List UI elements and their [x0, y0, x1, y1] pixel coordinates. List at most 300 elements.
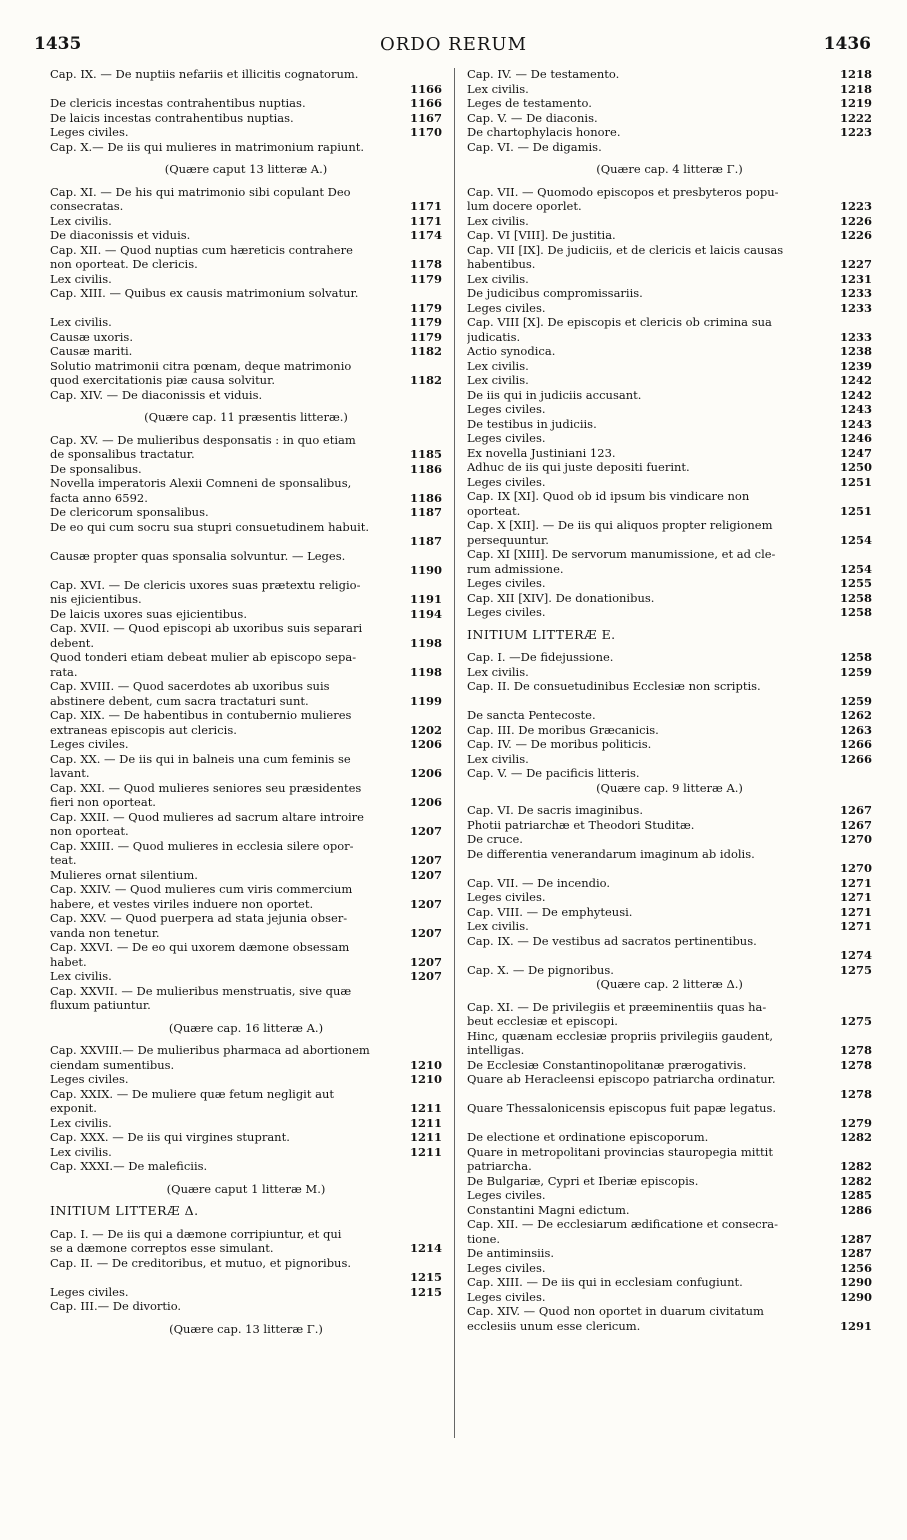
entry-text: De diaconissis et viduis.	[50, 228, 191, 242]
spacer	[467, 795, 872, 803]
cross-reference	[50, 162, 442, 177]
index-entry	[50, 433, 442, 448]
index-entry	[50, 1101, 442, 1116]
column-number: 1285	[839, 1188, 872, 1202]
index-entry	[467, 1174, 872, 1189]
index-entry	[467, 708, 872, 723]
index-entry	[50, 344, 442, 359]
column-number: 1233	[839, 286, 872, 300]
column-number: 1190	[409, 563, 442, 577]
index-entry	[50, 926, 442, 941]
index-entry	[467, 832, 872, 847]
index-entry	[50, 607, 442, 622]
entry-text: De sancta Pentecoste.	[467, 708, 596, 722]
index-entry	[467, 373, 872, 388]
index-entry	[467, 861, 872, 876]
index-entry	[467, 1246, 872, 1261]
column-number: 1278	[839, 1086, 872, 1101]
entry-text: Lex civilis.	[50, 315, 112, 329]
spacer	[50, 154, 442, 162]
entry-text: De cruce.	[467, 832, 523, 846]
column-number: 1271	[839, 904, 872, 919]
index-entry	[50, 520, 442, 535]
column-number: 1287	[839, 1246, 872, 1260]
entry-text: Cap. VII [IX]. De judiciis, et de clericis et laicis causas	[467, 242, 784, 257]
column-number: 1166	[409, 81, 442, 96]
index-entry	[467, 228, 872, 243]
index-entry	[467, 547, 872, 562]
index-entry	[50, 781, 442, 796]
entry-text: Cap. XII [XIV]. De donationibus.	[467, 590, 655, 605]
page-header	[0, 34, 907, 58]
column-number: 1171	[409, 213, 442, 228]
entry-text: Causæ propter quas sponsalia solvuntur. — Leges.	[50, 548, 346, 563]
entry-text: se a dæmone correptos esse simulant.	[50, 1241, 274, 1255]
index-entry	[50, 810, 442, 825]
entry-text: Leges civiles.	[467, 576, 546, 590]
index-entry	[50, 723, 442, 738]
index-entry	[50, 1227, 442, 1242]
entry-text: Actio synodica.	[467, 344, 556, 358]
entry-text: Cap. X [XII]. — De iis qui aliquos propter religionem	[467, 518, 773, 532]
entry-text: Leges civiles.	[467, 431, 546, 445]
entry-text: De chartophylacis honore.	[467, 125, 621, 139]
entry-text: Lex civilis.	[467, 919, 529, 933]
index-entry	[467, 847, 872, 862]
spacer	[50, 1035, 442, 1043]
column-number: 1207	[409, 824, 442, 838]
index-entry	[50, 839, 442, 854]
entry-text: Leges civiles.	[50, 1284, 129, 1299]
index-entry	[50, 940, 442, 955]
index-entry	[467, 272, 872, 287]
index-entry	[467, 1319, 872, 1334]
right-column	[467, 67, 872, 1333]
column-number: 1226	[839, 213, 872, 228]
index-entry	[467, 1203, 872, 1218]
entry-text: Causæ uxoris.	[50, 329, 133, 344]
column-number: 1207	[409, 867, 442, 882]
index-entry	[50, 243, 442, 258]
column-number: 1207	[409, 969, 442, 983]
column-number: 1179	[409, 315, 442, 329]
column-number: 1258	[839, 590, 872, 605]
index-entry	[50, 330, 442, 345]
entry-text: habere, et vestes viriles induere non oportet.	[50, 896, 314, 911]
entry-text: Cap. XV. — De mulieribus desponsatis : in quo etiam	[50, 432, 356, 447]
index-entry	[50, 214, 442, 229]
index-entry	[467, 125, 872, 140]
spacer	[50, 425, 442, 433]
column-number: 1246	[839, 431, 872, 445]
entry-text: Ex novella Justiniani 123.	[467, 445, 616, 460]
index-entry	[50, 665, 442, 680]
column-divider	[454, 68, 455, 1438]
column-number: 1275	[839, 962, 872, 977]
column-number: 1171	[409, 199, 442, 213]
entry-text: Cap. XI [XIII]. De servorum manumissione, et ad cle-	[467, 547, 776, 561]
index-entry	[467, 1304, 872, 1319]
entry-text: Cap. III. De moribus Græcanicis.	[467, 722, 659, 737]
column-number: 1233	[839, 300, 872, 315]
entry-text: Cap. XXIX. — De muliere quæ fetum negligit aut	[50, 1086, 335, 1101]
index-entry	[50, 1145, 442, 1160]
column-number: 1266	[839, 751, 872, 766]
index-entry	[467, 665, 872, 680]
column-number: 1166	[409, 96, 442, 110]
entry-text: Cap. IV. — De testamento.	[467, 67, 620, 81]
index-entry	[50, 1270, 442, 1285]
index-entry	[467, 905, 872, 920]
column-number: 1259	[839, 664, 872, 679]
entry-text: Lex civilis.	[467, 751, 529, 766]
column-number: 1210	[409, 1057, 442, 1072]
entry-text: De laicis incestas contrahentibus nuptias.	[50, 110, 294, 125]
column-number: 1207	[409, 954, 442, 969]
column-number: 1179	[409, 329, 442, 344]
index-entry	[50, 286, 442, 301]
index-entry	[50, 708, 442, 723]
column-number: 1211	[409, 1144, 442, 1159]
entry-text: (Quære cap. 4 litteræ Γ.)	[596, 162, 743, 176]
column-number: 1242	[839, 387, 872, 402]
entry-text: Leges civiles.	[467, 890, 546, 904]
entry-text: Cap. XIX. — De habentibus in contubernio mulieres	[50, 708, 352, 722]
entry-text: Leges de testamento.	[467, 96, 592, 110]
index-entry	[467, 1188, 872, 1203]
index-entry	[50, 853, 442, 868]
index-entry	[50, 824, 442, 839]
index-entry	[467, 1159, 872, 1174]
spacer	[50, 1196, 442, 1204]
index-entry	[467, 1101, 872, 1116]
index-entry	[50, 82, 442, 97]
entry-text: Cap. XXVI. — De eo qui uxorem dæmone obsessam	[50, 940, 350, 954]
index-entry	[50, 679, 442, 694]
index-entry	[467, 1000, 872, 1015]
index-entry	[467, 737, 872, 752]
entry-text: Cap. VI [VIII]. De justitia.	[467, 228, 616, 242]
entry-text: Cap. XVI. — De clericis uxores suas prætextu religio-	[50, 577, 361, 592]
entry-text: quod exercitationis piæ causa solvitur.	[50, 373, 275, 387]
column-number: 1223	[839, 125, 872, 139]
index-entry	[467, 818, 872, 833]
index-entry	[467, 876, 872, 891]
entry-text: INITIUM LITTERÆ Δ.	[50, 1204, 199, 1218]
entry-text: Lex civilis.	[50, 1144, 112, 1159]
index-entry	[467, 82, 872, 97]
index-entry	[50, 534, 442, 549]
column-number: 1278	[839, 1043, 872, 1057]
entry-text: Lex civilis.	[50, 271, 112, 286]
entry-text: Cap. XIV. — Quod non oportet in duarum civitatum	[467, 1304, 764, 1318]
entry-text: exponit.	[50, 1101, 97, 1115]
column-number: 1227	[839, 257, 872, 271]
cross-reference	[467, 977, 872, 992]
index-entry	[50, 140, 442, 155]
index-entry	[50, 766, 442, 781]
index-entry	[50, 1043, 442, 1058]
index-entry	[467, 1145, 872, 1160]
column-number: 1179	[409, 271, 442, 286]
index-entry	[50, 969, 442, 984]
entry-text: tione.	[467, 1231, 501, 1246]
entry-text: Leges civiles.	[50, 125, 129, 139]
page-number-right: 1436	[823, 34, 871, 54]
column-number: 1250	[839, 460, 872, 474]
column-number: 1218	[839, 67, 872, 81]
column-number: 1267	[839, 817, 872, 832]
index-entry	[50, 272, 442, 287]
column-number: 1258	[839, 605, 872, 619]
index-entry	[50, 96, 442, 111]
column-number: 1287	[839, 1231, 872, 1246]
entry-text: (Quære cap. 16 litteræ A.)	[168, 1020, 324, 1035]
column-number: 1238	[839, 344, 872, 358]
index-entry	[467, 315, 872, 330]
column-number: 1210	[409, 1072, 442, 1086]
column-number: 1219	[839, 96, 872, 110]
entry-text: Cap. VIII [X]. De episcopis et clericis ob crimina sua	[467, 315, 772, 329]
entry-text: ecclesiis unum esse clericum.	[467, 1318, 641, 1333]
index-entry	[467, 402, 872, 417]
column-number: 1198	[409, 664, 442, 679]
entry-text: Constantini Magni edictum.	[467, 1202, 630, 1217]
entry-text: De eo qui cum socru sua stupri consuetudinem habuit.	[50, 519, 370, 534]
column-number: 1187	[409, 505, 442, 519]
index-entry	[467, 723, 872, 738]
entry-text: Cap. XIV. — De diaconissis et viduis.	[50, 387, 263, 402]
entry-text: Cap. IV. — De moribus politicis.	[467, 737, 652, 751]
index-entry	[467, 504, 872, 519]
column-number: 1271	[839, 919, 872, 933]
index-entry	[50, 1299, 442, 1314]
entry-text: (Quære cap. 13 litteræ Γ.)	[169, 1321, 323, 1336]
column-number: 1185	[409, 447, 442, 461]
column-number: 1267	[839, 803, 872, 817]
entry-text: non oporteat.	[50, 824, 129, 838]
entry-text: (Quære cap. 9 litteræ A.)	[596, 780, 743, 795]
section-heading	[467, 628, 872, 643]
index-entry	[50, 359, 442, 374]
index-entry	[467, 417, 872, 432]
index-entry	[50, 650, 442, 665]
column-number: 1179	[409, 300, 442, 315]
entry-text: fieri non oporteat.	[50, 795, 156, 809]
index-entry	[467, 562, 872, 577]
index-entry	[467, 650, 872, 665]
index-entry	[50, 868, 442, 883]
cross-reference	[467, 781, 872, 796]
index-entry	[467, 286, 872, 301]
section-heading	[50, 1204, 442, 1219]
column-number: 1206	[409, 795, 442, 809]
index-entry	[467, 679, 872, 694]
column-number: 1282	[839, 1173, 872, 1188]
column-number: 1211	[409, 1101, 442, 1115]
cross-reference	[50, 1182, 442, 1197]
entry-text: Lex civilis.	[467, 271, 529, 286]
entry-text: Leges civiles.	[467, 1188, 546, 1202]
index-entry	[467, 185, 872, 200]
column-number: 1256	[839, 1260, 872, 1275]
column-number: 1186	[409, 490, 442, 505]
index-entry	[467, 518, 872, 533]
index-entry	[50, 505, 442, 520]
index-entry	[50, 1087, 442, 1102]
entry-text: Cap. XVIII. — Quod sacerdotes ab uxoribus suis	[50, 679, 330, 693]
index-entry	[467, 1261, 872, 1276]
index-entry	[50, 301, 442, 316]
column-number: 1233	[839, 329, 872, 344]
entry-text: De Bulgariæ, Cypri et Iberiæ episcopis.	[467, 1173, 699, 1188]
index-entry	[467, 934, 872, 949]
index-entry	[50, 795, 442, 810]
index-entry	[50, 476, 442, 491]
entry-text: Leges civiles.	[467, 605, 546, 619]
index-entry	[50, 228, 442, 243]
entry-text: De iis qui in judiciis accusant.	[467, 387, 642, 402]
column-number: 1207	[409, 853, 442, 867]
entry-text: Leges civiles.	[50, 737, 129, 751]
index-entry	[467, 591, 872, 606]
entry-text: Cap. XI. — De his qui matrimonio sibi copulant Deo	[50, 184, 351, 199]
index-entry	[467, 919, 872, 934]
column-number: 1202	[409, 722, 442, 737]
entry-text: fluxum patiuntur.	[50, 998, 151, 1012]
cross-reference	[50, 1021, 442, 1036]
index-entry	[50, 882, 442, 897]
entry-text: De laicis uxores suas ejicientibus.	[50, 606, 247, 621]
entry-text: Leges civiles.	[467, 1260, 546, 1275]
index-entry	[467, 446, 872, 461]
column-number: 1207	[409, 896, 442, 911]
index-entry	[467, 963, 872, 978]
page-number-left: 1435	[34, 34, 82, 54]
entry-text: Cap. II. De consuetudinibus Ecclesiæ non scriptis.	[467, 679, 761, 693]
index-entry	[467, 1116, 872, 1131]
entry-text: Cap. XIII. — De iis qui in ecclesiam confugiunt.	[467, 1275, 743, 1289]
entry-text: patriarcha.	[467, 1159, 532, 1173]
column-number: 1243	[839, 402, 872, 416]
entry-text: persequuntur.	[467, 532, 549, 547]
entry-text: Cap. XXXI.— De maleficiis.	[50, 1159, 208, 1173]
index-entry	[50, 1256, 442, 1271]
entry-text: debent.	[50, 635, 95, 650]
index-entry	[467, 257, 872, 272]
entry-text: Cap. III.— De divortio.	[50, 1299, 182, 1313]
index-entry	[467, 199, 872, 214]
index-entry	[467, 431, 872, 446]
spacer	[467, 642, 872, 650]
index-entry	[467, 1290, 872, 1305]
column-number: 1231	[839, 271, 872, 286]
index-entry	[467, 1043, 872, 1058]
index-entry	[467, 803, 872, 818]
left-column	[50, 67, 442, 1336]
column-number: 1215	[409, 1270, 442, 1284]
entry-text: Lex civilis.	[467, 373, 529, 387]
column-number: 1206	[409, 737, 442, 751]
column-number: 1226	[839, 228, 872, 242]
entry-text: beut ecclesiæ et episcopi.	[467, 1014, 618, 1028]
index-entry	[50, 373, 442, 388]
index-entry	[467, 489, 872, 504]
column-number: 1251	[839, 474, 872, 489]
index-entry	[50, 636, 442, 651]
column-number: 1223	[839, 199, 872, 213]
column-number: 1271	[839, 875, 872, 890]
index-entry	[50, 1072, 442, 1087]
entry-text: Cap. VI. — De digamis.	[467, 139, 602, 154]
column-number: 1275	[839, 1014, 872, 1028]
entry-text: Cap. XXVIII.— De mulieribus pharmaca ad abortionem	[50, 1043, 370, 1057]
entry-text: De antiminsiis.	[467, 1246, 555, 1260]
index-entry	[50, 185, 442, 200]
spacer	[50, 1314, 442, 1322]
entry-text: Cap. X. — De pignoribus.	[467, 962, 614, 977]
index-entry	[50, 111, 442, 126]
entry-text: De Ecclesiæ Constantinopolitanæ prærogativis.	[467, 1057, 747, 1072]
index-entry	[467, 890, 872, 905]
column-number: 1242	[839, 373, 872, 387]
column-number: 1282	[839, 1130, 872, 1144]
column-number: 1199	[409, 693, 442, 708]
cross-reference	[50, 1322, 442, 1337]
column-number: 1239	[839, 358, 872, 373]
page-title: ORDO RERUM	[379, 34, 528, 55]
spacer	[467, 992, 872, 1000]
index-entry	[467, 1014, 872, 1029]
entry-text: Novella imperatoris Alexii Comneni de sponsalibus,	[50, 476, 352, 490]
index-entry	[467, 214, 872, 229]
index-entry	[50, 315, 442, 330]
entry-text: judicatis.	[467, 329, 521, 344]
column-number: 1290	[839, 1289, 872, 1304]
index-entry	[50, 955, 442, 970]
entry-text: Cap. I. —De fidejussione.	[467, 650, 614, 664]
index-entry	[50, 1116, 442, 1131]
entry-text: Cap. X.— De iis qui mulieres in matrimonium rapiunt.	[50, 139, 365, 154]
index-entry	[50, 125, 442, 140]
entry-text: Cap. IX. — De vestibus ad sacratos pertinentibus.	[467, 933, 757, 948]
index-entry	[50, 737, 442, 752]
entry-text: ciendam sumentibus.	[50, 1057, 175, 1072]
column-number: 1194	[409, 606, 442, 621]
column-number: 1218	[839, 81, 872, 96]
column-number: 1266	[839, 737, 872, 751]
entry-text: Lex civilis.	[467, 358, 529, 373]
spacer	[50, 1174, 442, 1182]
entry-text: lavant.	[50, 766, 90, 780]
spacer	[50, 1219, 442, 1227]
entry-text: Cap. XII. — Quod nuptias cum hæreticis contrahere	[50, 242, 353, 257]
entry-text: De testibus in judiciis.	[467, 416, 597, 431]
index-entry	[50, 447, 442, 462]
entry-text: Leges civiles.	[50, 1072, 129, 1086]
index-entry	[467, 359, 872, 374]
spacer	[50, 177, 442, 185]
index-entry	[467, 752, 872, 767]
column-number: 1258	[839, 650, 872, 664]
index-entry	[50, 578, 442, 593]
cross-reference	[467, 162, 872, 177]
entry-text: Cap. VI. De sacris imaginibus.	[467, 803, 643, 817]
entry-text: Leges civiles.	[467, 474, 546, 489]
entry-text: Lex civilis.	[467, 81, 529, 96]
entry-text: facta anno 6592.	[50, 490, 148, 505]
entry-text: Cap. IX. — De nuptiis nefariis et illicitis cognatorum.	[50, 67, 359, 81]
